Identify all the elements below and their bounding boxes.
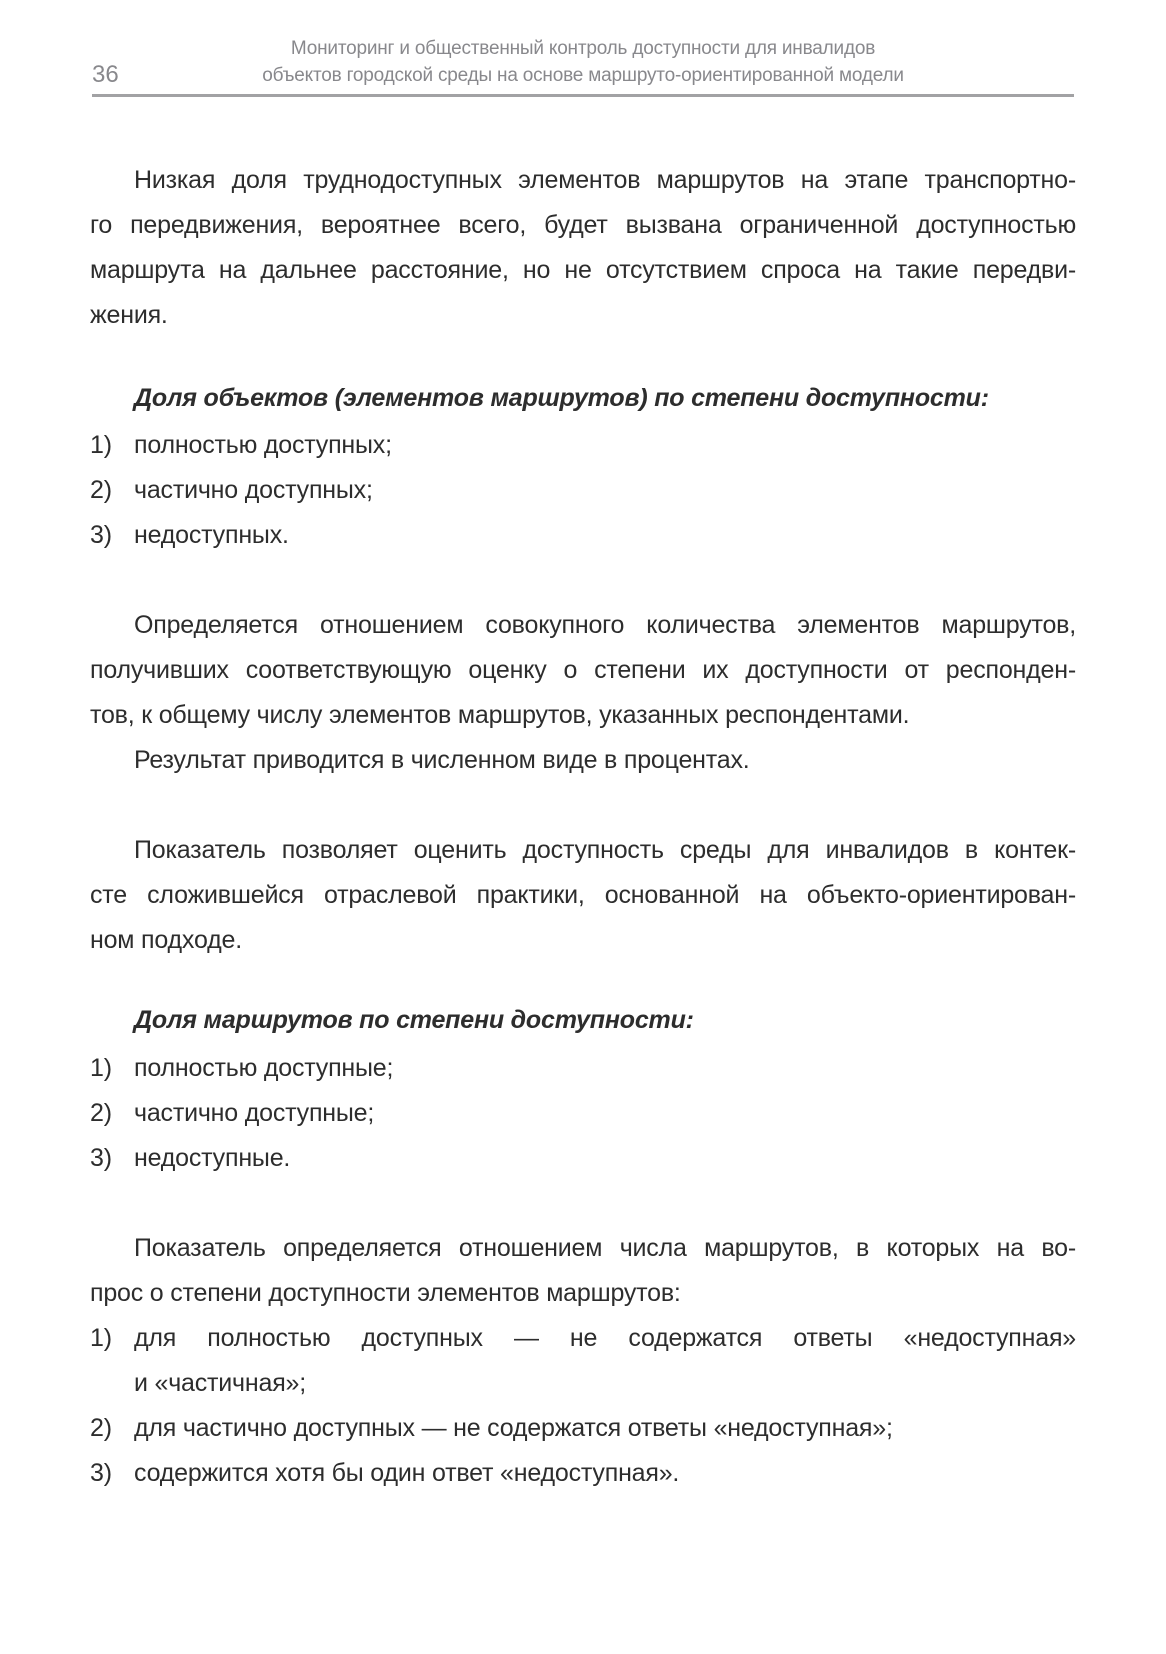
list-item-number: 1) (90, 431, 112, 459)
paragraph-indicator-context (90, 828, 1076, 963)
page-number: 36 (92, 61, 119, 88)
list-item (90, 1406, 1076, 1451)
list-item-text (134, 1406, 1076, 1451)
list-item (90, 1091, 1076, 1136)
text-line: получивших соответствующую оценку о степени их доступности от респонден- (90, 656, 1076, 684)
text-line: сте сложившейся отраслевой практики, основанной на объекто-ориентирован- (90, 881, 1076, 909)
list-item-text (134, 1316, 1076, 1406)
objects-accessibility-list (90, 423, 1076, 558)
text-line: жения. (90, 301, 168, 329)
text-line: Результат приводится в численном виде в процентах. (134, 746, 750, 774)
list-item-text: частично доступных; (134, 476, 373, 504)
list-item (90, 423, 1076, 468)
text-line: Показатель определяется отношением числа маршрутов, в которых на во- (134, 1234, 1076, 1262)
heading-routes-share: Доля маршрутов по степени доступности: (134, 1006, 694, 1034)
list-item-number: 3) (90, 1144, 112, 1172)
text-line: Определяется отношением совокупного количества элементов маршрутов, (134, 611, 1076, 639)
list-item-text (134, 1451, 1076, 1496)
list-item (90, 1451, 1076, 1496)
list-item-number: 1) (90, 1324, 112, 1352)
paragraph-low-share (90, 158, 1076, 338)
paragraph-routes-definition (90, 1226, 1076, 1316)
text-line: Низкая доля труднодоступных элементов маршрутов на этапе транспортно- (134, 166, 1076, 194)
paragraph-result (90, 738, 1076, 783)
routes-criteria-list (90, 1316, 1076, 1496)
list-item-text: недоступные. (134, 1144, 291, 1172)
list-item-number: 2) (90, 476, 112, 504)
running-head (92, 35, 1074, 89)
text-line: го передвижения, вероятнее всего, будет вызвана ограниченной доступностью (90, 211, 1076, 239)
list-item (90, 513, 1076, 558)
paragraph-definition (90, 603, 1076, 738)
running-head-line-1: Мониторинг и общественный контроль доступности для инвалидов (290, 38, 876, 59)
page-header (92, 0, 1074, 97)
text-line: маршрута на дальнее расстояние, но не отсутствием спроса на такие передви- (90, 256, 1076, 284)
list-item-number: 1) (90, 1054, 112, 1082)
text-line: и «частичная»; (134, 1369, 306, 1397)
list-item-text: полностью доступных; (134, 431, 392, 459)
text-line: тов, к общему числу элементов маршрутов, указанных респондентами. (90, 701, 910, 729)
text-line: содержится хотя бы один ответ «недоступная». (134, 1459, 680, 1487)
list-item (90, 1136, 1076, 1181)
text-line: Показатель позволяет оценить доступность среды для инвалидов в контек- (134, 836, 1076, 864)
heading-objects-share: Доля объектов (элементов маршрутов) по степени доступности: (134, 384, 989, 412)
page-content (90, 158, 1076, 1496)
text-line: ном подходе. (90, 926, 242, 954)
text-line: прос о степени доступности элементов маршрутов: (90, 1279, 681, 1307)
list-item-number: 3) (90, 521, 112, 549)
routes-accessibility-list (90, 1046, 1076, 1181)
text-line: для частично доступных — не содержатся ответы «недоступная»; (134, 1414, 893, 1442)
list-item-number: 2) (90, 1099, 112, 1127)
text-line: для полностью доступных — не содержатся ответы «недоступная» (134, 1324, 1076, 1352)
list-item (90, 1046, 1076, 1091)
list-item-number: 2) (90, 1414, 112, 1442)
list-item (90, 468, 1076, 513)
list-item-text: полностью доступные; (134, 1054, 394, 1082)
running-head-line-2: объектов городской среды на основе маршруто-ориентированной модели (262, 65, 904, 86)
list-item-text: недоступных. (134, 521, 289, 549)
list-item-number: 3) (90, 1459, 112, 1487)
list-item (90, 1316, 1076, 1406)
list-item-text: частично доступные; (134, 1099, 375, 1127)
